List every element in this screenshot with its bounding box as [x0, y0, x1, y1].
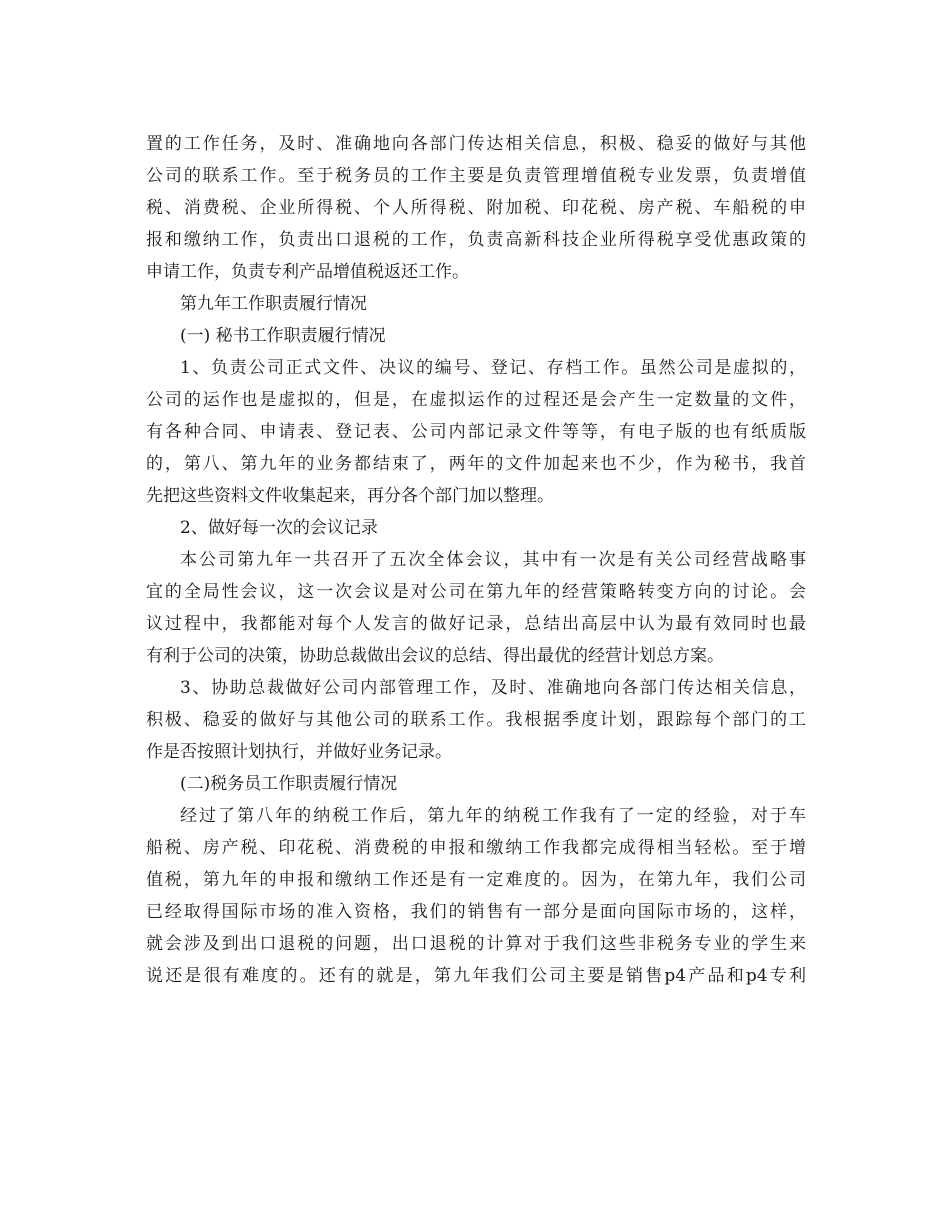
text-line: 本公司第九年一共召开了五次全体会议，其中有一次是有关公司经营战略事 [180, 550, 806, 570]
text-line: 值税，第九年的申报和缴纳工作还是有一定难度的。因为，在第九年，我们公司 [146, 870, 806, 890]
text-line: 有各种合同、申请表、登记表、公司内部记录文件等等，有电子版的也有纸质版 [146, 422, 806, 442]
text-line: 宜的全局性会议，这一次会议是对公司在第九年的经营策略转变方向的讨论。会 [146, 582, 806, 602]
text-line: 已经取得国际市场的准入资格，我们的销售有一部分是面向国际市场的，这样， [146, 902, 806, 922]
text-line: 公司的联系工作。至于税务员的工作主要是负责管理增值税专业发票，负责增值 [146, 166, 806, 186]
text-line: 申请工作，负责专利产品增值税返还工作。 [146, 262, 469, 282]
text-line: 3、协助总裁做好公司内部管理工作，及时、准确地向各部门传达相关信息， [180, 678, 806, 698]
text-line: 公司的运作也是虚拟的，但是，在虚拟运作的过程还是会产生一定数量的文件， [146, 390, 806, 410]
text-line: 报和缴纳工作，负责出口退税的工作，负责高新科技企业所得税享受优惠政策的 [146, 230, 806, 250]
text-line: 置的工作任务，及时、准确地向各部门传达相关信息，积极、稳妥的做好与其他 [146, 134, 806, 154]
text-line: 说还是很有难度的。还有的就是，第九年我们公司主要是销售p4产品和p4专利 [146, 966, 806, 986]
subsection-heading: (二)税务员工作职责履行情况 [180, 774, 398, 794]
section-heading: 第九年工作职责履行情况 [180, 294, 367, 314]
text-line: 就会涉及到出口退税的问题，出口退税的计算对于我们这些非税务专业的学生来 [146, 934, 806, 954]
text-line: 经过了第八年的纳税工作后，第九年的纳税工作我有了一定的经验，对于车 [180, 806, 806, 826]
text-line: 1、负责公司正式文件、决议的编号、登记、存档工作。虽然公司是虚拟的， [180, 358, 806, 378]
text-line: 作是否按照计划执行，并做好业务记录。 [146, 742, 452, 762]
text-line: 的，第八、第九年的业务都结束了，两年的文件加起来也不少，作为秘书，我首 [146, 454, 806, 474]
text-line: 先把这些资料文件收集起来，再分各个部门加以整理。 [146, 486, 554, 506]
item-heading: 2、做好每一次的会议记录 [180, 518, 378, 538]
document-body [146, 128, 806, 992]
text-line: 税、消费税、企业所得税、个人所得税、附加税、印花税、房产税、车船税的申 [146, 198, 806, 218]
text-line: 有利于公司的决策，协助总裁做出会议的总结、得出最优的经营计划总方案。 [146, 646, 724, 666]
text-line: 船税、房产税、印花税、消费税的申报和缴纳工作我都完成得相当轻松。至于增 [146, 838, 806, 858]
text-line: 议过程中，我都能对每个人发言的做好记录，总结出高层中认为最有效同时也最 [146, 614, 806, 634]
text-line: 积极、稳妥的做好与其他公司的联系工作。我根据季度计划，跟踪每个部门的工 [146, 710, 806, 730]
subsection-heading: (一) 秘书工作职责履行情况 [180, 326, 386, 346]
